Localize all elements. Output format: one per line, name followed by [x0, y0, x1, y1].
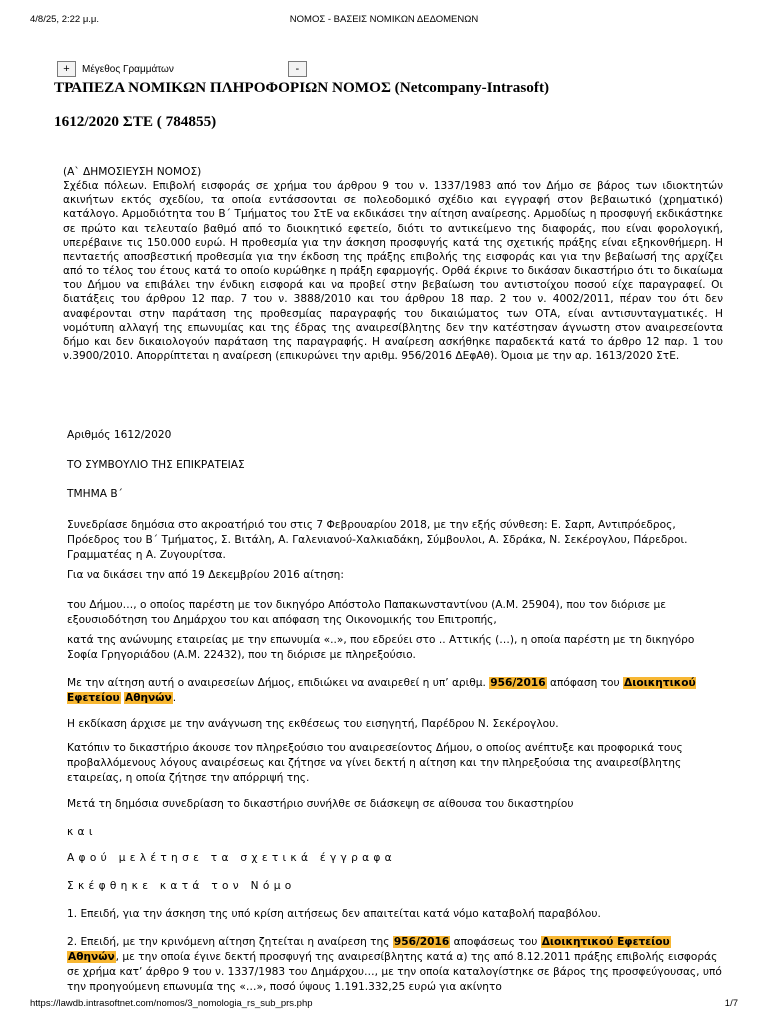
highlight-court-name: Διοικητικού Εφετείου [67, 677, 696, 704]
highlight-decision-number: 956/2016 [490, 677, 546, 689]
print-date: 4/8/25, 2:22 μ.μ. [30, 14, 100, 25]
municipality-paragraph: του Δήμου…, ο οποίος παρέστη με τον δικηγόρο Απόστολο Παπακωνσταντίνου (Α.Μ. 25904), που τον διόρισε με εξουσιοδότηση του Δημάρχου του και απόφαση της Οικονομικής του Επιτροπής, [67, 599, 666, 626]
page-url: https://lawdb.intrasoftnet.com/nomos/3_nomologia_rs_sub_prs.php [30, 998, 313, 1009]
highlight-city: Αθηνών [68, 951, 115, 963]
font-size-controls [57, 60, 307, 78]
publication-note: (Α` ΔΗΜΟΣΙΕΥΣΗ ΝΟΜΟΣ) [63, 166, 202, 178]
considered-line: Σκέφθηκε κατά τον Νόμο [67, 880, 296, 892]
section-heading: ΤΜΗΜΑ Β΄ [67, 488, 123, 500]
decrease-font-button[interactable]: - [288, 61, 307, 77]
hearing-paragraph: Η εκδίκαση άρχισε με την ανάγνωση της εκθέσεως του εισηγητή, Παρέδρου Ν. Σεκέρογλου. [67, 718, 559, 730]
p2-text-1: 2. Επειδή, με την κρινόμενη αίτηση ζητείται η αναίρεση της [67, 936, 393, 948]
highlight-city: Αθηνών [125, 692, 172, 704]
petition-text-1: Με την αίτηση αυτή ο αναιρεσείων Δήμος, επιδιώκει να αναιρεθεί η υπ’ αριθμ. [67, 677, 490, 689]
paragraph-2 [67, 935, 725, 995]
petition-text-2: απόφαση του [546, 677, 624, 689]
paragraph-1: 1. Επειδή, για την άσκηση της υπό κρίση αιτήσεως δεν απαιτείται κατά νόμο καταβολή παραβόλου. [67, 908, 601, 920]
decision-number: Αριθμός 1612/2020 [67, 429, 172, 441]
and-line: και [67, 826, 97, 838]
company-paragraph: κατά της ανώνυμης εταιρείας με την επωνυμία «..», που εδρεύει στο .. Αττικής (…), η οποία παρέστη με τη δικηγόρο Σοφία Γρηγοριάδου (Α.Μ. 22432), που τη διόρισε με πληρεξούσιο. [67, 634, 695, 661]
deliberation-paragraph: Μετά τη δημόσια συνεδρίαση το δικαστήριο συνήλθε σε διάσκεψη σε αίθουσα του δικαστηρίου [67, 798, 574, 810]
page-number: 1/7 [724, 998, 738, 1009]
summary-text: Σχέδια πόλεων. Επιβολή εισφοράς σε χρήμα του άρθρου 9 του ν. 1337/1983 από τον Δήμο σε βάρος των ιδιοκτητών ακινήτων εκτός σχεδίου, τα οποία εντάσσονται σε πολεοδομικό σχέδιο και εγγραφή στον βεβαιωτικό (χρηματικό) κατάλογο. Αρμοδιότητα του Β΄ Τμήματος του ΣτΕ να εκδικάσει την αίτηση αναίρεσης. Αρμοδίως η προσφυγή εκδικάστηκε σε πρώτο και τελευταίο βαθμό από το διοικητικό εφετείο, διότι το αντικείμενο της διαφοράς, που είναι φορολογική, υπερέβαινε τις 150.000 ευρώ. Η προθεσμία για την άσκηση προσφυγής κατά της σχετικής πράξης είναι εξηκονθήμερη. Η πενταετής αποσβεστική προθεσμία για την έκδοση της πράξης επιβολής της εισφοράς και για την βεβαίωσή της αρχίζει από το τέλος του έτους κατά το οποίο κυρώθηκε η πράξη εφαρμογής. Ορθά έκρινε το δικάσαν δικαστήριο ότι το δικαίωμα του Δήμου να επιβάλει την ένδικη εισφορά και να προβεί στην βεβαίωση του αντιστοίχου ποσού είχε παραγραφεί. Οι διατάξεις του άρθρου 12 παρ. 7 του ν. 3888/2010 και του άρθρου 18 παρ. 2 του ν. 4002/2011, πέραν του ότι δεν αναφέρονται στην παράταση της προθεσμίας παραγραφής του δικαιώματος των ΟΤΑ, είναι αντισυνταγματικές. Η νομότυπη αλλαγή της επωνυμίας και της έδρας της αναιρεσίβλητης δεν την κατέστησαν άγνωστη στον αναιρεσείοντα δήμο και δεν δικαιολογούν παράταση της παραγραφής. Η αναίρεση ασκήθηκε παραδεκτά κατά το άρθρο 12 παρ. 1 του ν.3900/2010. Απορρίπτεται η αναίρεση (επικυρώνει την αριθμ. 956/2016 ΔΕφΑθ). Όμοια με την αρ. 1613/2020 ΣτΕ. [63, 180, 723, 363]
highlight-decision-number: 956/2016 [393, 936, 450, 948]
increase-font-button[interactable]: + [57, 61, 76, 77]
heard-paragraph: Κατόπιν το δικαστήριο άκουσε τον πληρεξούσιο του αναιρεσείοντος Δήμου, ο οποίος ανέπτυξε και προφορικά τους προβαλλόμενους λόγους αναιρέσεως και ζήτησε να γίνει δεκτή η αίτηση και την πληρεξούσια της αναιρεσίβλητης εταιρείας, η οποία ζήτησε την απόρριψή της. [67, 742, 683, 784]
document-subtitle: 1612/2020 ΣΤΕ ( 784855) [54, 113, 217, 130]
highlight-court-name: Διοικητικού Εφετείου [541, 936, 670, 948]
document-title: ΤΡΑΠΕΖΑ ΝΟΜΙΚΩΝ ΠΛΗΡΟΦΟΡΙΩΝ ΝΟΜΟΣ (Netcompany-Intrasoft) [54, 79, 550, 96]
print-page-title: ΝΟΜΟΣ - ΒΑΣΕΙΣ ΝΟΜΙΚΩΝ ΔΕΔΟΜΕΝΩΝ [289, 14, 479, 25]
after-study-line: Αφού μελέτησε τα σχετικά έγγραφα [67, 852, 396, 864]
print-header [30, 14, 738, 28]
to-judge-paragraph: Για να δικάσει την από 19 Δεκεμβρίου 2016 αίτηση: [67, 569, 344, 581]
council-heading: ΤΟ ΣΥΜΒΟΥΛΙΟ ΤΗΣ ΕΠΙΚΡΑΤΕΙΑΣ [67, 459, 245, 471]
summary-block [63, 165, 723, 363]
font-size-label: Μέγεθος Γραμμάτων [82, 63, 174, 75]
session-paragraph: Συνεδρίασε δημόσια στο ακροατήριό του στις 7 Φεβρουαρίου 2018, με την εξής σύνθεση: Ε. Σαρπ, Αντιπρόεδρος, Πρόεδρος του Β΄ Τμήματος, Σ. Βιτάλη, Α. Γαλενιανού-Χαλκιαδάκη, Σύμβουλοι, Α. Σδράκα, Ν. Σεκέρογλου, Πάρεδροι. Γραμματέας η Α. Ζυγουρίτσα. [67, 519, 688, 561]
petition-text-3: . [172, 692, 177, 704]
print-footer [30, 998, 738, 1012]
p2-text-2: αποφάσεως του [450, 936, 541, 948]
p2-text-3: , με την οποία έγινε δεκτή προσφυγή της αναιρεσίβλητης κατά α) της από 8.12.2011 πράξης επιβολής εισφοράς σε χρήμα κατ’ άρθρο 9 του ν. 1337/1983 του Δημάρχου…, με την οποία καταλογίστηκε σε βάρος της προσφεύγουσας, υπό την προηγούμενη επωνυμία της «…», ποσό ύψους 1.191.332,25 ευρώ για ακίνητο [67, 951, 722, 993]
petition-paragraph [67, 676, 725, 706]
